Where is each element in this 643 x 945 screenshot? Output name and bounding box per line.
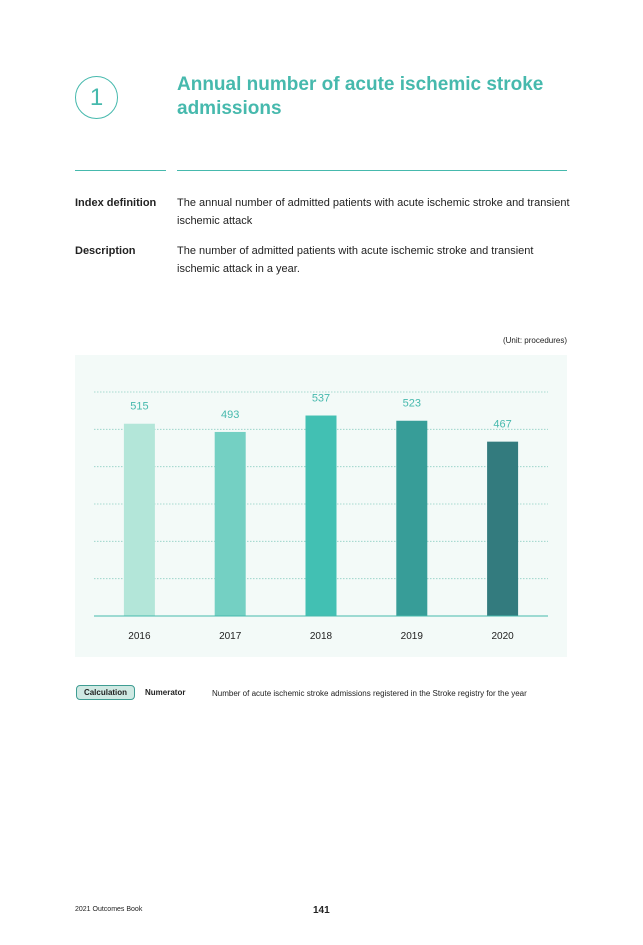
footer-page-number: 141 bbox=[313, 905, 330, 916]
numerator-label: Numerator bbox=[145, 688, 186, 697]
divider-right bbox=[177, 170, 567, 171]
x-tick-label-2017: 2017 bbox=[219, 631, 242, 642]
divider-left bbox=[75, 170, 166, 171]
numerator-text: Number of acute ischemic stroke admissions registered in the Stroke registry for the year bbox=[212, 689, 527, 698]
x-tick-label-2018: 2018 bbox=[309, 631, 333, 642]
data-label-2020: 467 bbox=[493, 418, 512, 431]
data-label-2019: 523 bbox=[402, 397, 421, 410]
x-tick-label-2020: 2020 bbox=[491, 631, 514, 642]
index-definition-label: Index definition bbox=[75, 197, 157, 209]
bar-chart-panel bbox=[75, 355, 567, 657]
calculation-badge: Calculation bbox=[76, 685, 135, 700]
data-label-2016: 515 bbox=[130, 400, 149, 413]
data-label-2018: 537 bbox=[311, 392, 331, 405]
description-label: Description bbox=[75, 245, 136, 257]
page-title: Annual number of acute ischemic stroke admissions bbox=[177, 74, 544, 119]
bar-2017 bbox=[215, 432, 246, 616]
bar-chart bbox=[75, 355, 567, 657]
bar-2018 bbox=[306, 416, 337, 616]
index-definition-text: The annual number of admitted patients with acute ischemic stroke and transient ischemic attack bbox=[177, 197, 570, 227]
x-tick-label-2016: 2016 bbox=[128, 631, 151, 642]
bar-2020 bbox=[487, 442, 518, 616]
description-text: The number of admitted patients with acute ischemic stroke and transient ischemic attack in a year. bbox=[177, 245, 534, 275]
bar-2019 bbox=[396, 421, 427, 616]
x-tick-label-2019: 2019 bbox=[400, 631, 423, 642]
unit-label: (Unit: procedures) bbox=[502, 336, 567, 345]
section-number-circle bbox=[75, 76, 118, 119]
section-number: 1 bbox=[89, 83, 104, 111]
bar-2016 bbox=[124, 424, 155, 616]
footer-book-title: 2021 Outcomes Book bbox=[75, 906, 143, 913]
data-label-2017: 493 bbox=[221, 408, 240, 421]
